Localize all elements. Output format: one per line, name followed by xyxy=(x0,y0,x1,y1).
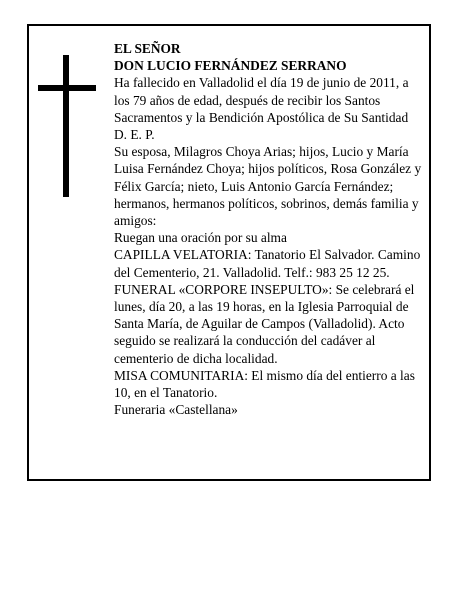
death-announcement: Ha fallecido en Valladolid el día 19 de junio de 2011, a los 79 años de edad, después de recibir los Santos Sacramentos y la Bendición Apostólica de Su Santidad D. E. P. xyxy=(114,75,409,143)
funeral-info: FUNERAL «CORPORE INSEPULTO»: Se celebrará el lunes, día 20, a las 19 horas, en la Iglesia Parroquial de Santa María, de Aguilar de Campos (Valladolid). Acto seguido se realizará la conducción del cadáver al cementerio de dicha localidad. xyxy=(114,281,415,366)
chapel-info: CAPILLA VELATORIA: Tanatorio El Salvador. Camino del Cementerio, 21. Valladolid. Telf.: 983 25 12 25. xyxy=(114,247,421,280)
prayer-request: Ruegan una oración por su alma xyxy=(114,230,287,246)
cross-horizontal-bar xyxy=(38,85,96,91)
family-list: Su esposa, Milagros Choya Arias; hijos, Lucio y María Luisa Fernández Choya; hijos políticos, Rosa González y Félix García; nieto, Luis Antonio García Fernández; hermanos, hermanos políticos, sobrinos, demás familia y amigos: xyxy=(114,144,422,229)
obituary-text xyxy=(114,40,424,418)
title-line-1: EL SEÑOR xyxy=(114,41,181,56)
mass-info: MISA COMUNITARIA: El mismo día del entierro a las 10, en el Tanatorio. xyxy=(114,367,415,401)
deceased-name: DON LUCIO FERNÁNDEZ SERRANO xyxy=(114,58,347,74)
funeral-home: Funeraria «Castellana» xyxy=(114,402,238,418)
cross-icon xyxy=(38,55,96,197)
cross-vertical-bar xyxy=(63,55,69,197)
